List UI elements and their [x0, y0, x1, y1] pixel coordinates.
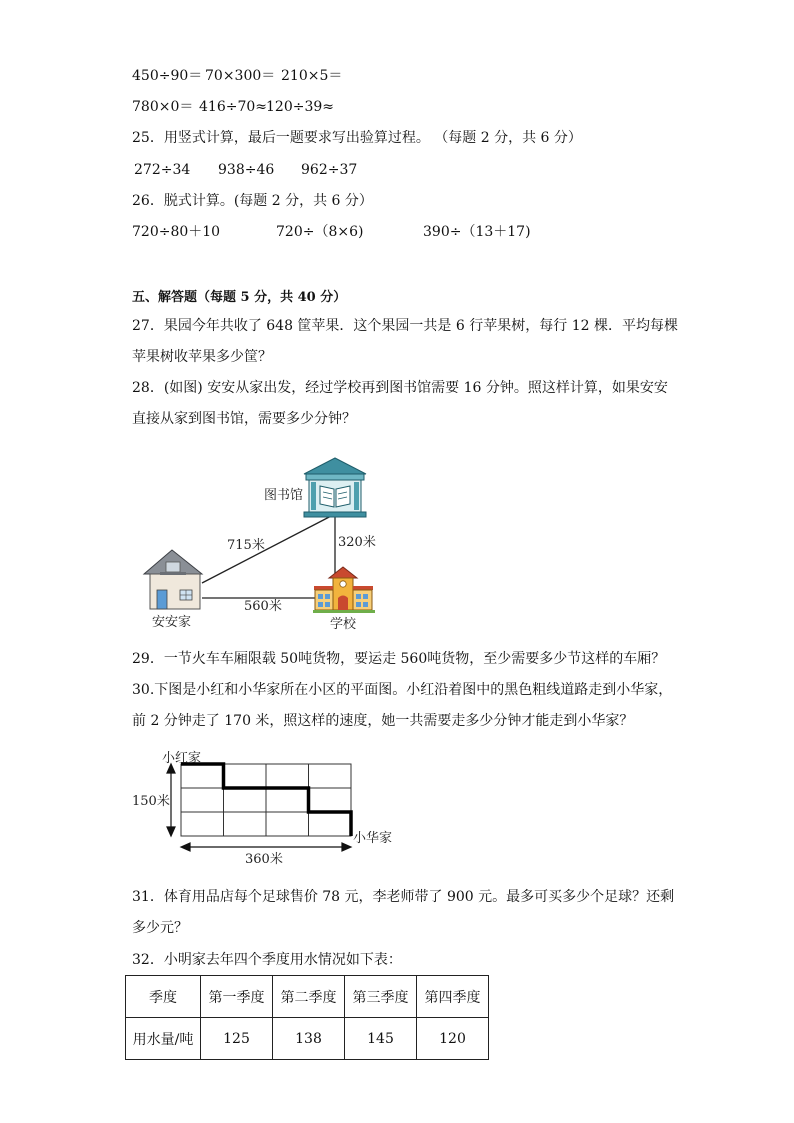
school-icon — [313, 567, 375, 613]
table-cell: 125 — [201, 1018, 273, 1060]
q25-title: 25．用竖式计算，最后一题要求写出验算过程。 （每题 2 分，共 6 分） — [132, 130, 582, 146]
q27-line-1: 27．果园今年共收了 648 筐苹果．这个果园一共是 6 行苹果树，每行 12 棵．平均每棵 — [132, 318, 678, 334]
q29-line-1: 29．一节火车车厢限载 50吨货物，要运走 560吨货物，至少需要多少节这样的车厢？ — [132, 651, 666, 667]
oral-calc-item: 120÷39≈ — [266, 99, 334, 115]
table-header-cell: 第三季度 — [345, 976, 417, 1018]
q26-item: 720÷80＋10 — [132, 224, 221, 240]
library-label: 图书馆 — [264, 488, 304, 503]
q31-line-2: 多少元？ — [132, 920, 188, 936]
q31-line-1: 31．体育用品店每个足球售价 78 元，李老师带了 900 元。最多可买多少个足球？还剩 — [132, 889, 675, 905]
table-header-cell: 第二季度 — [273, 976, 345, 1018]
q30-line-1: 30.下图是小红和小华家所在小区的平面图。小红沿着图中的黑色粗线道路走到小华家， — [132, 682, 673, 698]
q32-line-1: 32．小明家去年四个季度用水情况如下表： — [132, 952, 402, 968]
q26-item: 720÷（8×6) — [276, 224, 364, 240]
height-label: 150米 — [132, 794, 170, 809]
water-usage-table — [125, 975, 489, 1060]
school-label: 学校 — [330, 617, 357, 632]
home-icon — [144, 550, 202, 609]
oral-calc-item: 780×0＝ — [132, 99, 194, 115]
library-icon — [304, 458, 366, 517]
distance-home-library: 715米 — [227, 538, 265, 553]
width-dimension — [181, 843, 351, 851]
q28-route-figure — [130, 452, 410, 637]
table-cell: 120 — [417, 1018, 489, 1060]
distance-home-school: 560米 — [244, 599, 282, 614]
distance-school-library: 320米 — [338, 535, 376, 550]
width-label: 360米 — [245, 852, 283, 867]
q26-title: 26．脱式计算。(每题 2 分，共 6 分） — [132, 193, 373, 209]
table-row — [126, 1018, 489, 1060]
table-cell: 138 — [273, 1018, 345, 1060]
q28-line-1: 28．(如图) 安安从家出发，经过学校再到图书馆需要 16 分钟。照这样计算，如果安安 — [132, 380, 668, 396]
q27-line-2: 苹果树收苹果多少筐？ — [132, 349, 272, 365]
oral-calc-item: 416÷70≈ — [199, 99, 267, 115]
home-label: 安安家 — [152, 615, 192, 630]
q25-item: 272÷34 — [134, 162, 191, 178]
table-header-cell: 季度 — [126, 976, 201, 1018]
oral-calc-item: 450÷90＝ — [132, 68, 203, 84]
oral-calc-item: 210×5＝ — [281, 68, 343, 84]
table-cell: 145 — [345, 1018, 417, 1060]
table-header-row — [126, 976, 489, 1018]
start-label: 小红家 — [162, 751, 202, 766]
q25-item: 938÷46 — [218, 162, 275, 178]
table-header-cell: 第四季度 — [417, 976, 489, 1018]
q25-item: 962÷37 — [301, 162, 358, 178]
q30-line-2: 前 2 分钟走了 170 米，照这样的速度，她一共需要走多少分钟才能走到小华家？ — [132, 713, 634, 729]
q28-line-2: 直接从家到图书馆，需要多少分钟？ — [132, 411, 356, 427]
end-label: 小华家 — [353, 831, 393, 846]
q26-item: 390÷（13＋17) — [423, 224, 531, 240]
road-home-library — [202, 514, 335, 583]
table-cell: 用水量/吨 — [126, 1018, 201, 1060]
table-header-cell: 第一季度 — [201, 976, 273, 1018]
grid — [181, 764, 351, 836]
section-title: 五、解答题（每题 5 分，共 40 分） — [132, 290, 347, 305]
q30-grid-figure — [128, 742, 408, 872]
oral-calc-item: 70×300＝ — [205, 68, 276, 84]
